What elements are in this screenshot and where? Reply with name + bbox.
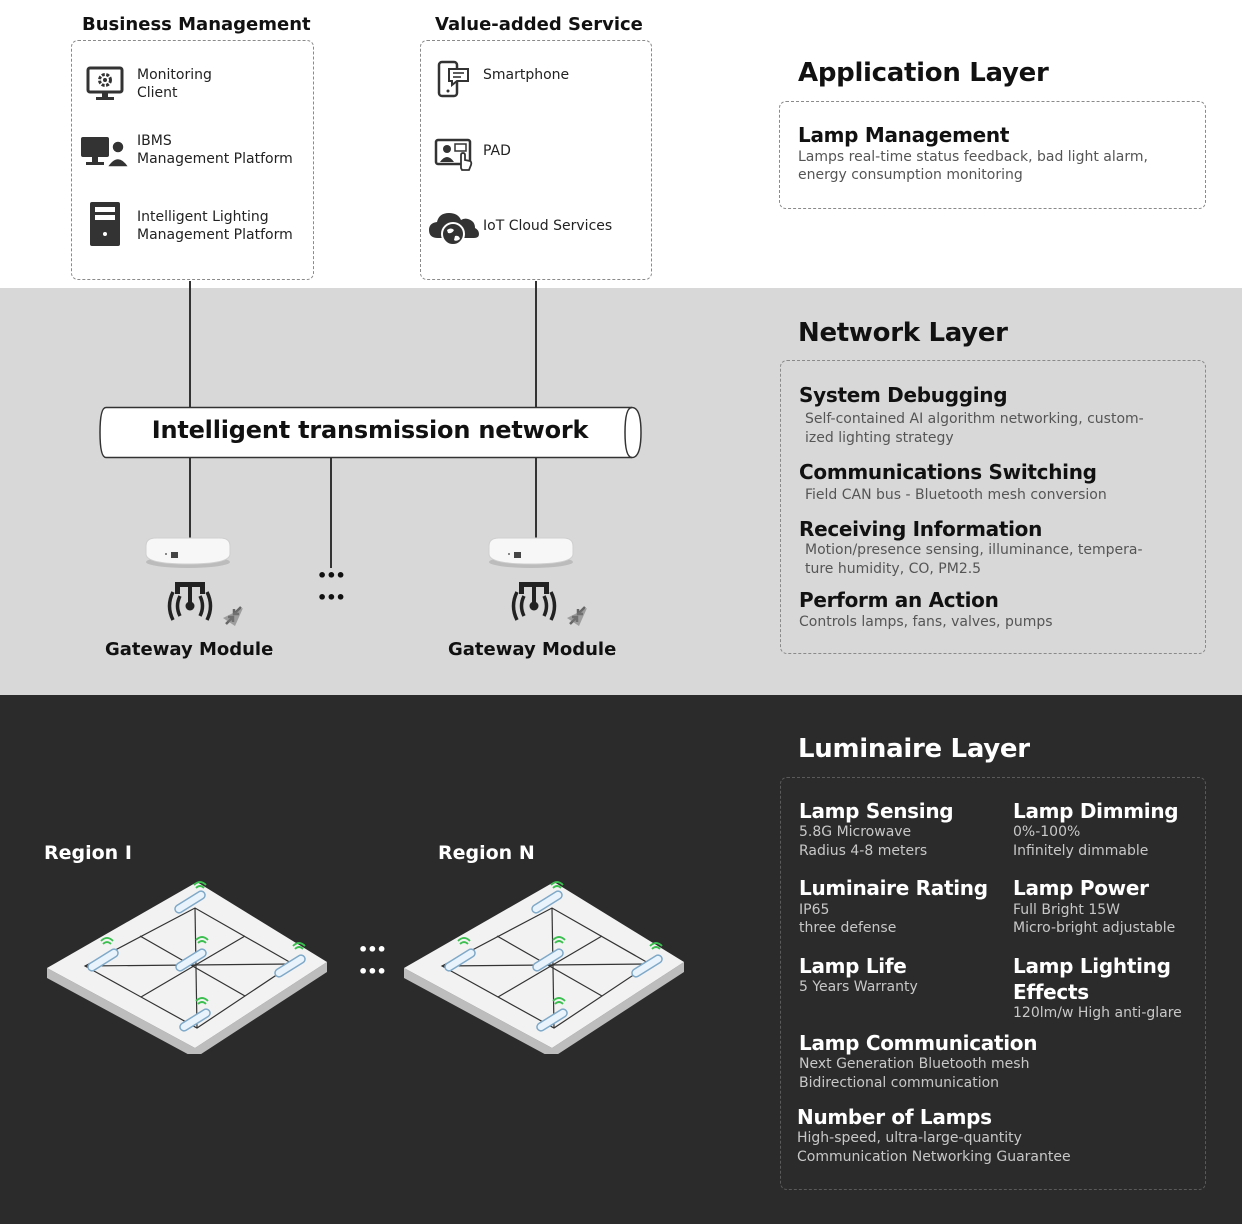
business-management-title: Business Management <box>82 14 311 35</box>
tablet-icon <box>434 138 474 172</box>
luminaire-rating-desc-line1: IP65 <box>799 902 830 918</box>
application-layer-title: Application Layer <box>798 58 1049 88</box>
lighting-platform-line2: Management Platform <box>137 227 293 243</box>
region-1-label: Region I <box>44 842 132 864</box>
lamp-management-title: Lamp Management <box>798 123 1010 147</box>
lamp-communication-desc-line2: Bidirectional communication <box>799 1075 1000 1091</box>
monitoring-client-line1: Monitoring <box>137 67 212 83</box>
wireless-signal-icon <box>163 580 253 630</box>
pad-label: PAD <box>483 143 511 159</box>
connector-business-to-network <box>189 281 191 410</box>
number-of-lamps-desc-line1: High-speed, ultra-large-quantity <box>797 1130 1022 1146</box>
lamp-sensing-title: Lamp Sensing <box>799 799 954 823</box>
gateway-module-label-1: Gateway Module <box>105 639 274 660</box>
wireless-signal-icon <box>507 580 597 630</box>
system-debugging-title: System Debugging <box>799 383 1008 407</box>
ibms-line1: IBMS <box>137 133 172 149</box>
lamp-sensing-desc-line1: 5.8G Microwave <box>799 824 912 840</box>
connector-network-to-gateway-1 <box>189 456 191 538</box>
lamp-lighting-effects-desc: 120lm/w High anti-glare <box>1013 1005 1182 1021</box>
lamp-power-desc-line1: Full Bright 15W <box>1013 902 1120 918</box>
communications-switching-desc: Field CAN bus - Bluetooth mesh conversion <box>805 487 1107 503</box>
lamp-lighting-effects-title-line2: Effects <box>1013 980 1089 1004</box>
value-added-service-title: Value-added Service <box>435 14 643 35</box>
smartphone-icon <box>437 60 471 98</box>
lamp-communication-title: Lamp Communication <box>799 1031 1038 1055</box>
region-n-label: Region N <box>438 842 535 864</box>
ellipsis-top: ••• <box>317 566 345 585</box>
number-of-lamps-title: Number of Lamps <box>797 1105 992 1129</box>
system-debugging-desc-line2: ized lighting strategy <box>805 430 954 446</box>
lamp-management-desc-line1: Lamps real-time status feedback, bad light alarm, <box>798 149 1148 165</box>
region-1-platform <box>45 878 331 1054</box>
receiving-information-desc-line2: ture humidity, CO, PM2.5 <box>805 561 982 577</box>
lamp-life-title: Lamp Life <box>799 954 907 978</box>
monitor-gear-icon <box>86 66 124 102</box>
lighting-platform-line1: Intelligent Lighting <box>137 209 269 225</box>
lamp-power-desc-line2: Micro-bright adjustable <box>1013 920 1176 936</box>
lamp-communication-desc-line1: Next Generation Bluetooth mesh <box>799 1056 1030 1072</box>
receiving-information-desc-line1: Motion/presence sensing, illuminance, tempera- <box>805 542 1143 558</box>
communications-switching-title: Communications Switching <box>799 460 1097 484</box>
lamp-dimming-title: Lamp Dimming <box>1013 799 1179 823</box>
network-layer-title: Network Layer <box>798 318 1008 348</box>
ibms-line2: Management Platform <box>137 151 293 167</box>
perform-action-title: Perform an Action <box>799 588 999 612</box>
lamp-lighting-effects-title-line1: Lamp Lighting <box>1013 954 1171 978</box>
ellipsis-bottom: ••• <box>317 588 345 607</box>
gateway-router-icon <box>483 530 579 570</box>
server-tower-icon <box>89 201 121 247</box>
connector-network-to-more <box>330 456 332 568</box>
transmission-network-label: Intelligent transmission network <box>151 416 589 444</box>
gateway-module-label-2: Gateway Module <box>448 639 617 660</box>
lamp-power-title: Lamp Power <box>1013 876 1149 900</box>
region-ellipsis-bottom: ••• <box>358 962 386 981</box>
lamp-dimming-desc-line2: Infinitely dimmable <box>1013 843 1149 859</box>
number-of-lamps-desc-line2: Communication Networking Guarantee <box>797 1149 1071 1165</box>
system-debugging-desc-line1: Self-contained AI algorithm networking, custom- <box>805 411 1144 427</box>
connector-service-to-network <box>535 281 537 410</box>
lamp-life-desc: 5 Years Warranty <box>799 979 918 995</box>
luminaire-rating-desc-line2: three defense <box>799 920 897 936</box>
lamp-dimming-desc-line1: 0%-100% <box>1013 824 1081 840</box>
receiving-information-title: Receiving Information <box>799 517 1043 541</box>
luminaire-layer-title: Luminaire Layer <box>798 734 1030 764</box>
computer-user-icon <box>80 134 130 168</box>
gateway-router-icon <box>140 530 236 570</box>
iot-cloud-label: IoT Cloud Services <box>483 218 613 234</box>
smartphone-label: Smartphone <box>483 67 570 83</box>
lamp-management-desc-line2: energy consumption monitoring <box>798 167 1023 183</box>
region-ellipsis-top: ••• <box>358 940 386 959</box>
region-n-platform <box>402 878 688 1054</box>
cloud-globe-icon <box>428 208 480 248</box>
luminaire-rating-title: Luminaire Rating <box>799 876 988 900</box>
monitoring-client-line2: Client <box>137 85 178 101</box>
connector-network-to-gateway-2 <box>535 456 537 538</box>
lamp-sensing-desc-line2: Radius 4-8 meters <box>799 843 928 859</box>
perform-action-desc: Controls lamps, fans, valves, pumps <box>799 614 1053 630</box>
